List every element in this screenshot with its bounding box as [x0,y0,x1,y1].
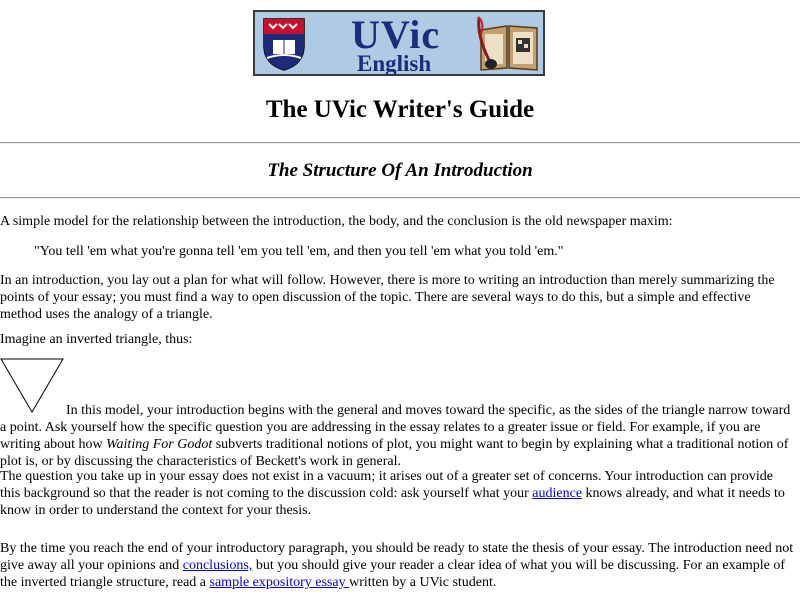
uvic-crest-icon [261,16,307,72]
model-paragraph [0,402,795,470]
divider [0,197,800,199]
plan-paragraph: In an introduction, you lay out a plan for what will follow. However, there is more to writing an introduction than merely summarizing the points of your essay; you must find a way to open discussion of the topic. There are several ways to do this, but a simple and effective method uses the analogy of a triangle. [0,273,775,322]
uvic-english-banner [253,10,545,76]
model-paragraph-text-end: subverts traditional notions of plot, you might want to begin by explaining what a traditional notion of plot is, or by discussing the characteristics of Beckett's work in general. [0,437,789,469]
newspaper-maxim-quote: "You tell 'em what you're gonna tell 'em you tell 'em, and then you tell 'em what you told 'em." [34,244,564,259]
book-and-quill-icon [475,16,541,72]
book-title-italic: Waiting For Godot [106,437,213,452]
vacuum-paragraph-text-end: knows already, and what it needs to know in order to understand the context for your thesis. [0,486,785,518]
page-title: The UVic Writer's Guide [265,96,535,123]
sample-essay-link[interactable]: sample expository essay [209,575,350,590]
vacuum-paragraph [0,468,795,519]
triangle-paragraph: Imagine an inverted triangle, thus: [0,332,193,347]
thesis-paragraph [0,540,795,591]
vacuum-paragraph-text: The question you take up in your essay does not exist in a vacuum; it arises out of a greater set of concerns. Your introduction can provide this background so that the reader is not coming to the discussion cold: ask yourself what your [0,469,773,501]
thesis-paragraph-text-end: written by a UVic student. [349,575,497,590]
divider [0,142,800,144]
intro-paragraph: A simple model for the relationship between the introduction, the body, and the conclusion is the old newspaper maxim: [0,214,673,229]
banner-title-english: English [357,51,432,76]
banner-title-uvic: UVic [351,12,441,57]
thesis-paragraph-text: By the time you reach the end of your introductory paragraph, you should be ready to state the thesis of your essay. The introduction need not give away all your opinions and [0,541,794,573]
section-title: The Structure Of An Introduction [267,160,533,181]
thesis-paragraph-text-mid: but you should give your reader a clear idea of what you will be discussing. For an example of the inverted triangle structure, read a [0,558,785,590]
audience-link[interactable]: audience [532,486,583,501]
conclusions-link[interactable]: conclusions, [182,558,253,573]
model-paragraph-text: In this model, your introduction begins with the general and moves toward the specific, as the sides of the triangle narrow toward a point. Ask yourself how the specific question you are addressing in the essay relates to a greater issue or field. For example, if you are writing about how [0,403,791,452]
